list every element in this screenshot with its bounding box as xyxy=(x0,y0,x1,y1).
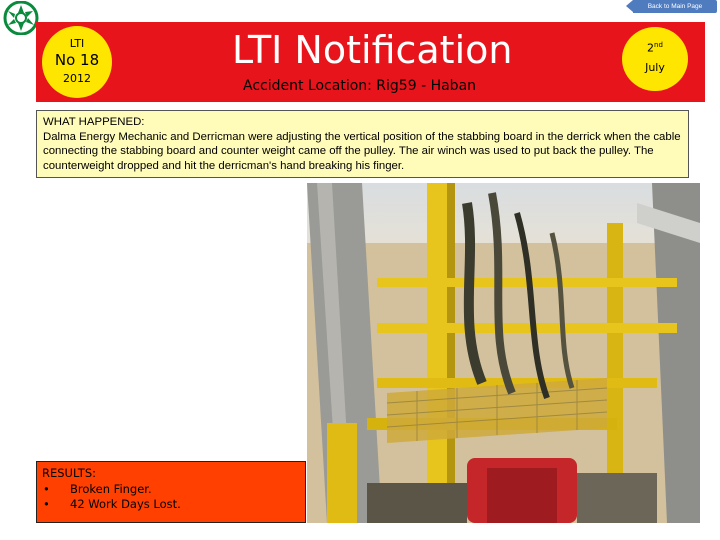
badge-label: LTI xyxy=(69,37,85,50)
rig-derrick-photo xyxy=(307,183,700,523)
date-day-suffix: nd xyxy=(654,41,663,49)
lti-number-badge xyxy=(42,26,112,98)
what-happened-text: Dalma Energy Mechanic and Derricman were adjusting the vertical position of the stabbing board in the derrick when the cable connecting the stabbing board and counter weight came off the pulley. The air winch was used to put back the pulley. The counterweight dropped and hit the derricman's hand breaking his finger. xyxy=(43,130,681,172)
badge-year: 2012 xyxy=(63,72,91,85)
what-happened-heading: WHAT HAPPENED: xyxy=(43,116,145,128)
date-month: July xyxy=(645,61,665,74)
page-title: LTI Notification xyxy=(232,28,513,72)
company-logo xyxy=(1,1,41,35)
back-to-main-button[interactable]: Back to Main Page xyxy=(633,0,717,13)
what-happened-box xyxy=(36,110,689,178)
accident-location: Accident Location: Rig59 - Haban xyxy=(243,78,477,94)
results-box xyxy=(36,461,306,523)
badge-number: No 18 xyxy=(54,51,100,69)
results-item: • 42 Work Days Lost. xyxy=(42,497,300,513)
results-item: • Broken Finger. xyxy=(42,482,300,498)
date-day-number: 2 xyxy=(647,41,655,55)
date-badge xyxy=(622,27,688,91)
results-list xyxy=(42,482,300,513)
results-heading: RESULTS: xyxy=(42,466,96,480)
date-day xyxy=(622,41,688,55)
